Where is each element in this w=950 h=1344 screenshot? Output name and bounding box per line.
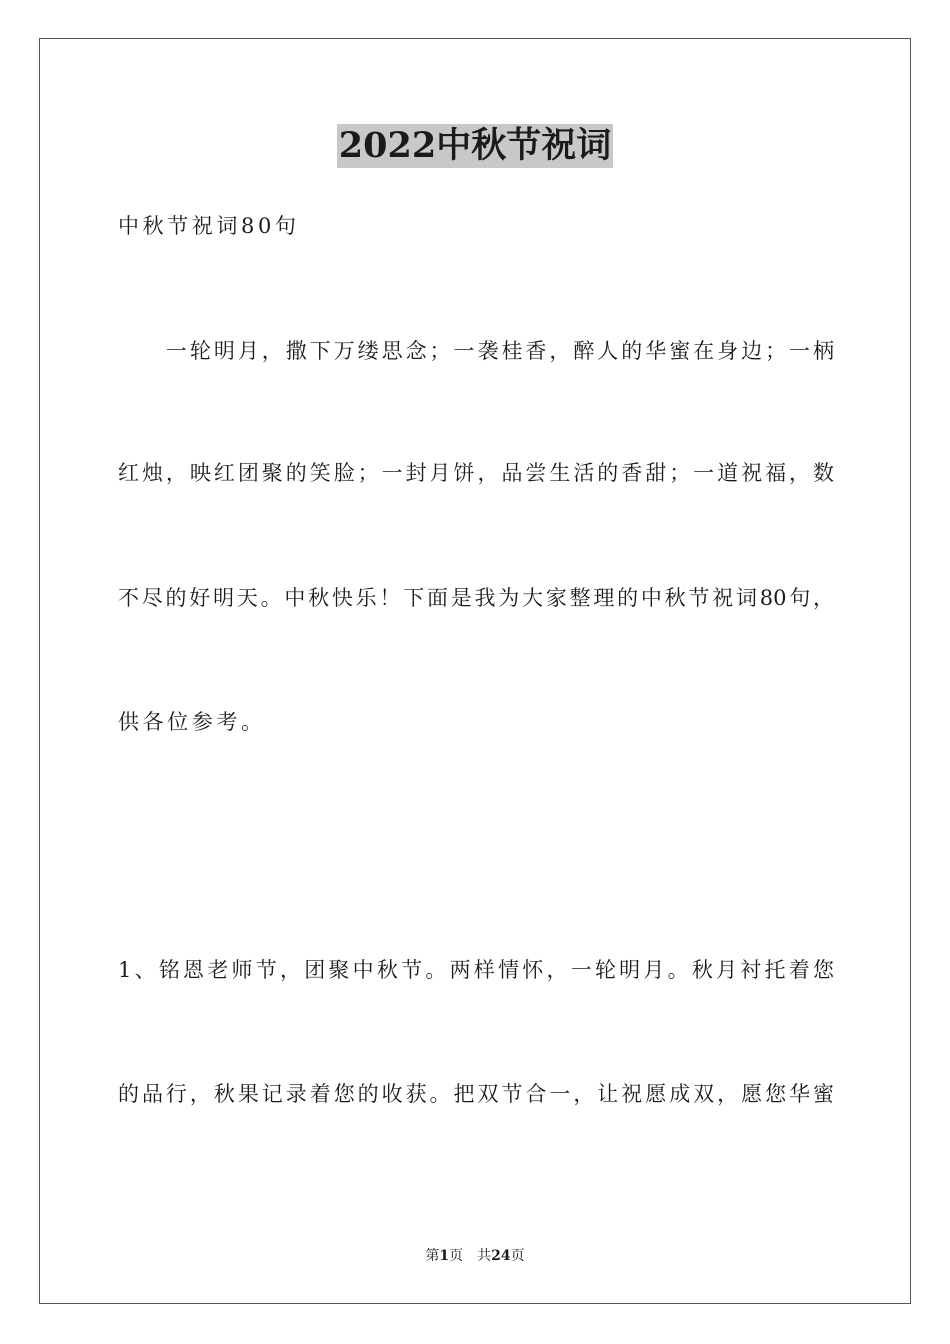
footer-total-suffix: 页 (510, 1248, 525, 1264)
footer-page-number: 1 (439, 1248, 450, 1264)
paragraph-line-5: 1、铭恩老师节，团聚中秋节。两样情怀，一轮明月。秋月衬托着您 (118, 958, 834, 982)
paragraph-line-3: 不尽的好明天。中秋快乐！下面是我为大家整理的中秋节祝词80句， (118, 586, 834, 610)
paragraph-line-1: 一轮明月，撒下万缕思念；一袭桂香，醉人的华蜜在身边；一柄 (118, 339, 834, 363)
paragraph-line-2: 红烛，映红团聚的笑脸；一封月饼，品尝生活的香甜；一道祝福，数 (118, 461, 834, 485)
footer-page-suffix: 页 (449, 1248, 464, 1264)
footer-total-prefix: 共 (477, 1248, 492, 1264)
footer-total-pages: 24 (491, 1248, 511, 1264)
page-footer (0, 1246, 950, 1266)
footer-page-prefix: 第 (425, 1248, 440, 1264)
paragraph-line-6: 的品行，秋果记录着您的收获。把双节合一，让祝愿成双，愿您华蜜 (118, 1082, 834, 1106)
document-title: 2022中秋节祝词 (338, 125, 612, 166)
title-area (0, 124, 950, 168)
document-subtitle: 中秋节祝词80句 (118, 214, 300, 238)
paragraph-line-4: 供各位参考。 (118, 710, 266, 734)
